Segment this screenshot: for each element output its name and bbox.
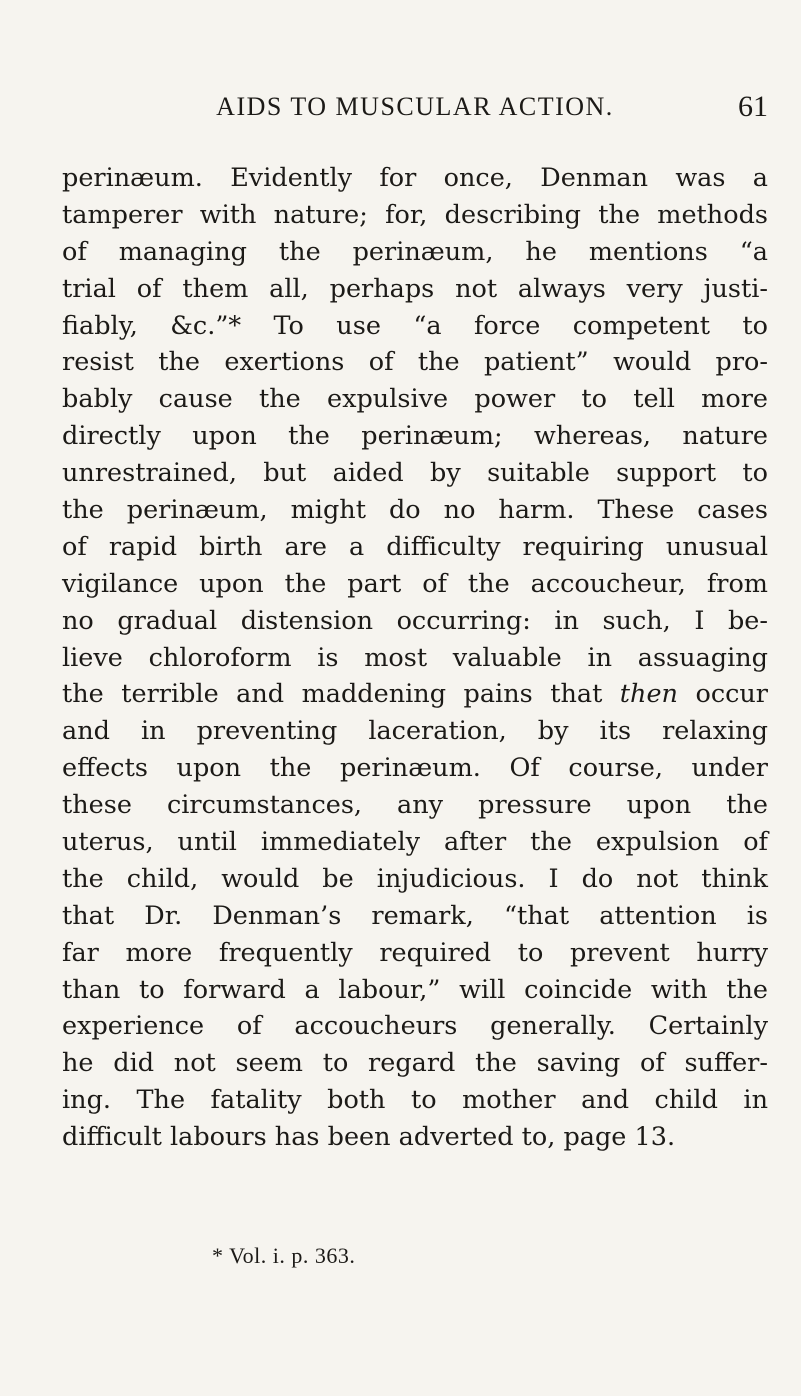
text-line: these circumstances, any pressure upon the (62, 790, 768, 821)
text-line: no gradual distension occurring: in such, I be- (62, 605, 768, 636)
running-title: AIDS TO MUSCULAR ACTION. (216, 92, 614, 121)
text-line: fiably, &c.”* To use “a force competent to (62, 310, 768, 341)
text-line: far more frequently required to prevent hurry (62, 937, 768, 968)
text-line: he did not seem to regard the saving of suffer- (62, 1048, 768, 1079)
text-line: uterus, until immediately after the expulsion of (62, 827, 768, 858)
text-line: tamperer with nature; for, describing the methods (62, 199, 768, 230)
page-number: 61 (738, 90, 768, 123)
text-line: perinæum. Evidently for once, Denman was a (62, 163, 768, 193)
text-line: resist the exertions of the patient” would pro- (62, 347, 768, 378)
footnote: * Vol. i. p. 363. (212, 1243, 356, 1268)
text-line: difficult labours has been adverted to, page 13. (62, 1122, 676, 1153)
text-line: experience of accoucheurs generally. Certainly (62, 1011, 768, 1042)
text-line: vigilance upon the part of the accoucheur, from (62, 568, 768, 599)
text-line: lieve chloroform is most valuable in assuaging (62, 642, 768, 673)
text-line: trial of them all, perhaps not always very justi- (62, 273, 768, 304)
body-text (62, 160, 768, 1156)
text-line: directly upon the perinæum; whereas, nature (62, 421, 768, 452)
text-line: of managing the perinæum, he mentions “a (62, 236, 768, 267)
text-line: and in preventing laceration, by its relaxing (62, 716, 768, 747)
text-line: than to forward a labour,” will coincide with the (62, 974, 768, 1005)
text-line: that Dr. Denman’s remark, “that attention is (62, 900, 768, 931)
text-line: ing. The fatality both to mother and child in (62, 1085, 768, 1116)
text-line: of rapid birth are a difficulty requiring unusual (62, 531, 768, 562)
text-line: unrestrained, but aided by suitable support to (62, 458, 768, 489)
italic-word: then (619, 679, 678, 710)
text-line: the perinæum, might do no harm. These cases (62, 495, 768, 526)
text-line: bably cause the expulsive power to tell more (62, 384, 768, 415)
text-line: effects upon the perinæum. Of course, under (62, 753, 768, 784)
running-head (62, 92, 768, 132)
text-line: the terrible and maddening pains that then occur (62, 679, 768, 710)
text-line: the child, would be injudicious. I do not think (62, 863, 768, 894)
